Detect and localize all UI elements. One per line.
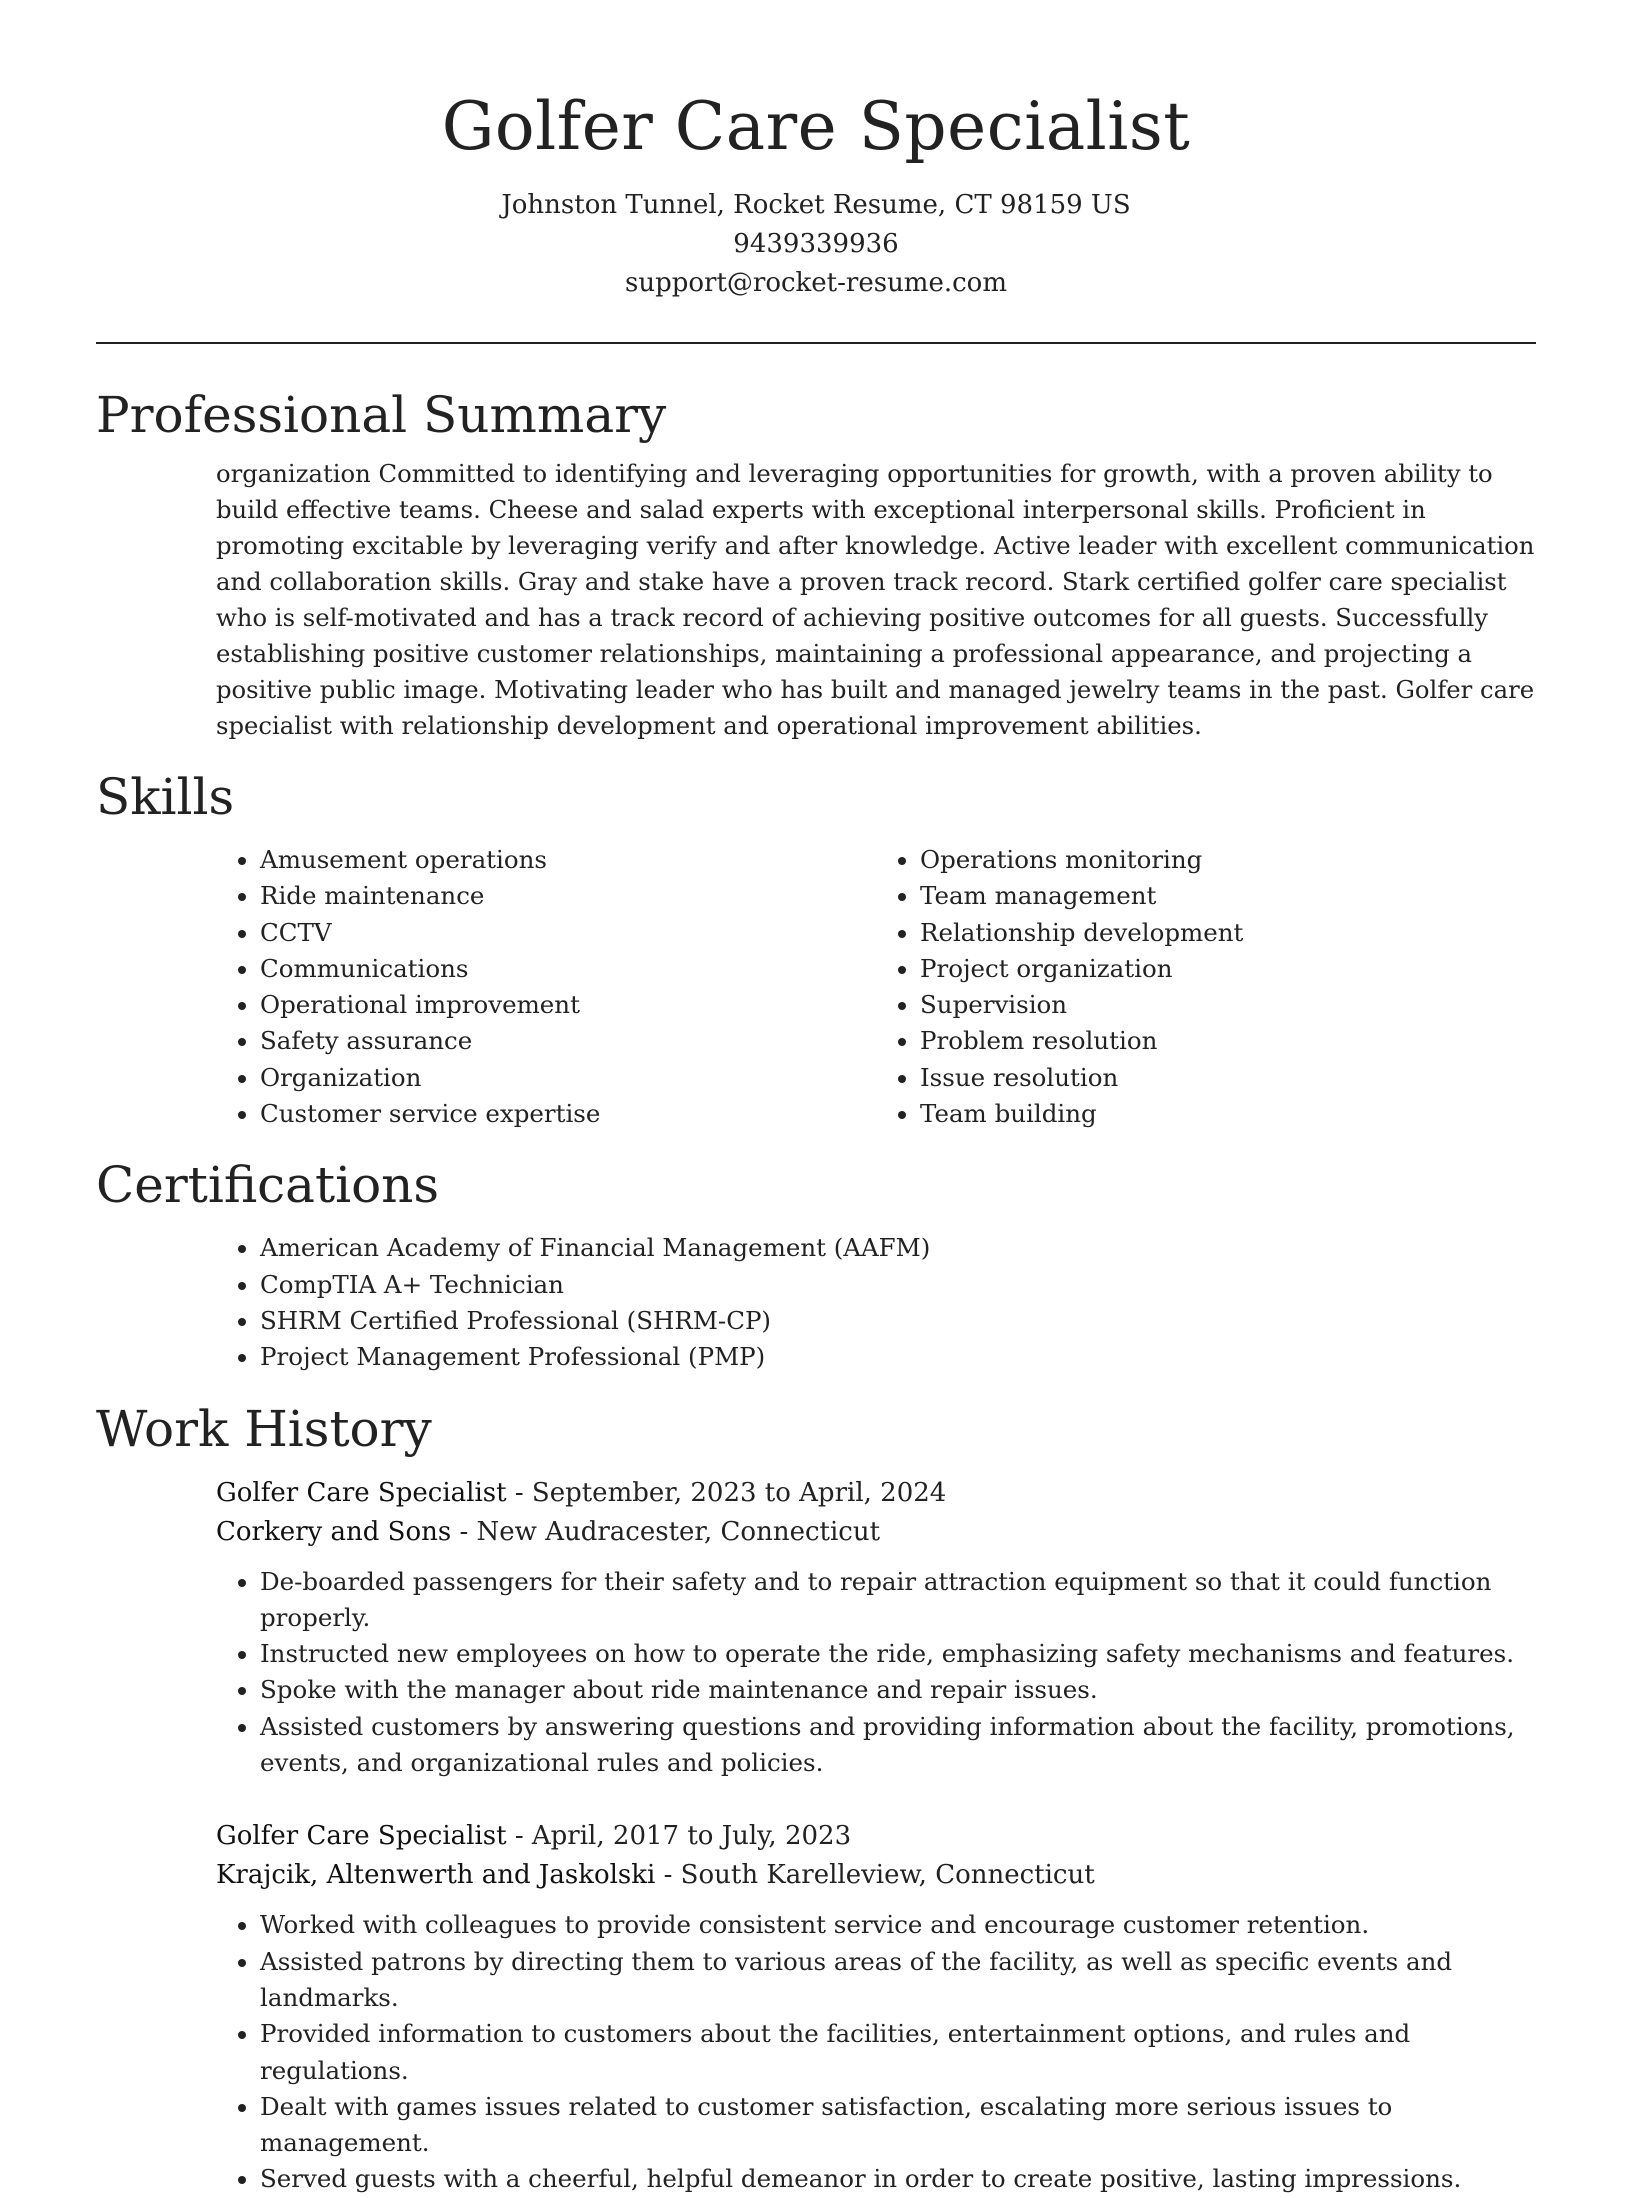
job-entry bbox=[216, 1474, 1536, 1782]
certification-item: • Project Management Professional (PMP) bbox=[260, 1339, 1536, 1375]
skill-item: • Communications bbox=[260, 951, 876, 987]
skill-item: • Supervision bbox=[920, 987, 1536, 1023]
certifications-heading: Certifications bbox=[96, 1156, 440, 1215]
skill-item: • Problem resolution bbox=[920, 1023, 1536, 1059]
phone: 9439339936 bbox=[733, 229, 899, 259]
skill-item: • Safety assurance bbox=[260, 1023, 876, 1059]
skill-item: • Project organization bbox=[920, 951, 1536, 987]
job-location: South Karelleview, Connecticut bbox=[680, 1860, 1095, 1891]
skill-item: • Organization bbox=[260, 1060, 876, 1096]
skill-item: • CCTV bbox=[260, 915, 876, 951]
skill-item: • Relationship development bbox=[920, 915, 1536, 951]
job-entry bbox=[216, 1817, 1536, 2197]
job-bullets bbox=[216, 1564, 1536, 1782]
summary-section bbox=[96, 384, 1536, 744]
header-divider bbox=[96, 342, 1536, 344]
job-dates: April, 2017 to July, 2023 bbox=[531, 1821, 852, 1852]
job-bullet: • Assisted customers by answering questions and providing information about the facility, promotions, events, and organizational rules and policies. bbox=[260, 1709, 1536, 1782]
skill-item: • Operations monitoring bbox=[920, 842, 1536, 878]
job-bullets bbox=[216, 1907, 1536, 2197]
certifications-list bbox=[216, 1230, 1536, 1375]
job-bullet: • Spoke with the manager about ride maintenance and repair issues. bbox=[260, 1672, 1536, 1708]
skill-item: • Team management bbox=[920, 878, 1536, 914]
job-location: New Audracester, Connecticut bbox=[476, 1516, 881, 1547]
job-title-line: Golfer Care Specialist - September, 2023 to April, 2024 bbox=[216, 1477, 947, 1508]
job-bullet: • Worked with colleagues to provide consistent service and encourage customer retention. bbox=[260, 1907, 1536, 1943]
job-dates: September, 2023 to April, 2024 bbox=[531, 1477, 947, 1508]
work-history-heading: Work History bbox=[96, 1399, 432, 1458]
job-company: Corkery and Sons bbox=[216, 1516, 452, 1547]
job-title: Golfer Care Specialist bbox=[216, 1821, 507, 1852]
skill-item: • Issue resolution bbox=[920, 1060, 1536, 1096]
skill-item: • Operational improvement bbox=[260, 987, 876, 1023]
certifications-section bbox=[96, 1154, 1536, 1375]
certification-item: • SHRM Certified Professional (SHRM-CP) bbox=[260, 1303, 1536, 1339]
skills-section bbox=[96, 766, 1536, 1132]
skills-list-left bbox=[216, 842, 876, 1132]
email: support@rocket-resume.com bbox=[624, 268, 1007, 298]
job-company-line: Corkery and Sons - New Audracester, Connecticut bbox=[216, 1516, 881, 1547]
address: Johnston Tunnel, Rocket Resume, CT 98159 US bbox=[501, 190, 1131, 220]
job-bullet: • Dealt with games issues related to customer satisfaction, escalating more serious issues to management. bbox=[260, 2089, 1536, 2162]
skill-item: • Ride maintenance bbox=[260, 878, 876, 914]
skill-item: • Team building bbox=[920, 1096, 1536, 1132]
summary-heading: Professional Summary bbox=[96, 386, 667, 444]
skill-item: • Amusement operations bbox=[260, 842, 876, 878]
work-history-section bbox=[96, 1398, 1536, 2198]
job-company-line: Krajcik, Altenwerth and Jaskolski - South Karelleview, Connecticut bbox=[216, 1860, 1095, 1891]
resume-header bbox=[96, 0, 1536, 303]
job-title: Golfer Care Specialist bbox=[216, 1477, 507, 1508]
skills-heading: Skills bbox=[96, 768, 235, 826]
certification-item: • American Academy of Financial Management (AAFM) bbox=[260, 1230, 1536, 1266]
job-bullet: • Assisted patrons by directing them to various areas of the facility, as well as specific events and landmarks. bbox=[260, 1944, 1536, 2017]
summary-text: organization Committed to identifying and leveraging opportunities for growth, with a proven ability to build effective teams. Cheese and salad experts with exceptional interpersonal skills. Proficient in promoting excitable by leveraging verify and after knowledge. Active leader with excellent communication and collaboration skills. Gray and stake have a proven track record. Stark certified golfer care specialist who is self-motivated and has a track record of achieving positive outcomes for all guests. Successfully establishing positive customer relationships, maintaining a professional appearance, and projecting a positive public image. Motivating leader who has built and managed jewelry teams in the past. Golfer care specialist with relationship development and operational improvement abilities. bbox=[216, 459, 1535, 740]
job-title-line: Golfer Care Specialist - April, 2017 to July, 2023 bbox=[216, 1821, 852, 1852]
certification-item: • CompTIA A+ Technician bbox=[260, 1267, 1536, 1303]
skills-columns bbox=[216, 842, 1536, 1132]
job-bullet: • Instructed new employees on how to operate the ride, emphasizing safety mechanisms and features. bbox=[260, 1636, 1536, 1672]
job-bullet: • Served guests with a cheerful, helpful demeanor in order to create positive, lasting impressions. bbox=[260, 2161, 1536, 2197]
contact-info bbox=[96, 186, 1536, 303]
resume-title: Golfer Care Specialist bbox=[441, 88, 1191, 165]
job-company: Krajcik, Altenwerth and Jaskolski bbox=[216, 1860, 656, 1891]
skill-item: • Customer service expertise bbox=[260, 1096, 876, 1132]
skills-list-right bbox=[876, 842, 1536, 1132]
job-bullet: • Provided information to customers about the facilities, entertainment options, and rules and regulations. bbox=[260, 2016, 1536, 2089]
job-bullet: • De-boarded passengers for their safety and to repair attraction equipment so that it could function properly. bbox=[260, 1564, 1536, 1637]
